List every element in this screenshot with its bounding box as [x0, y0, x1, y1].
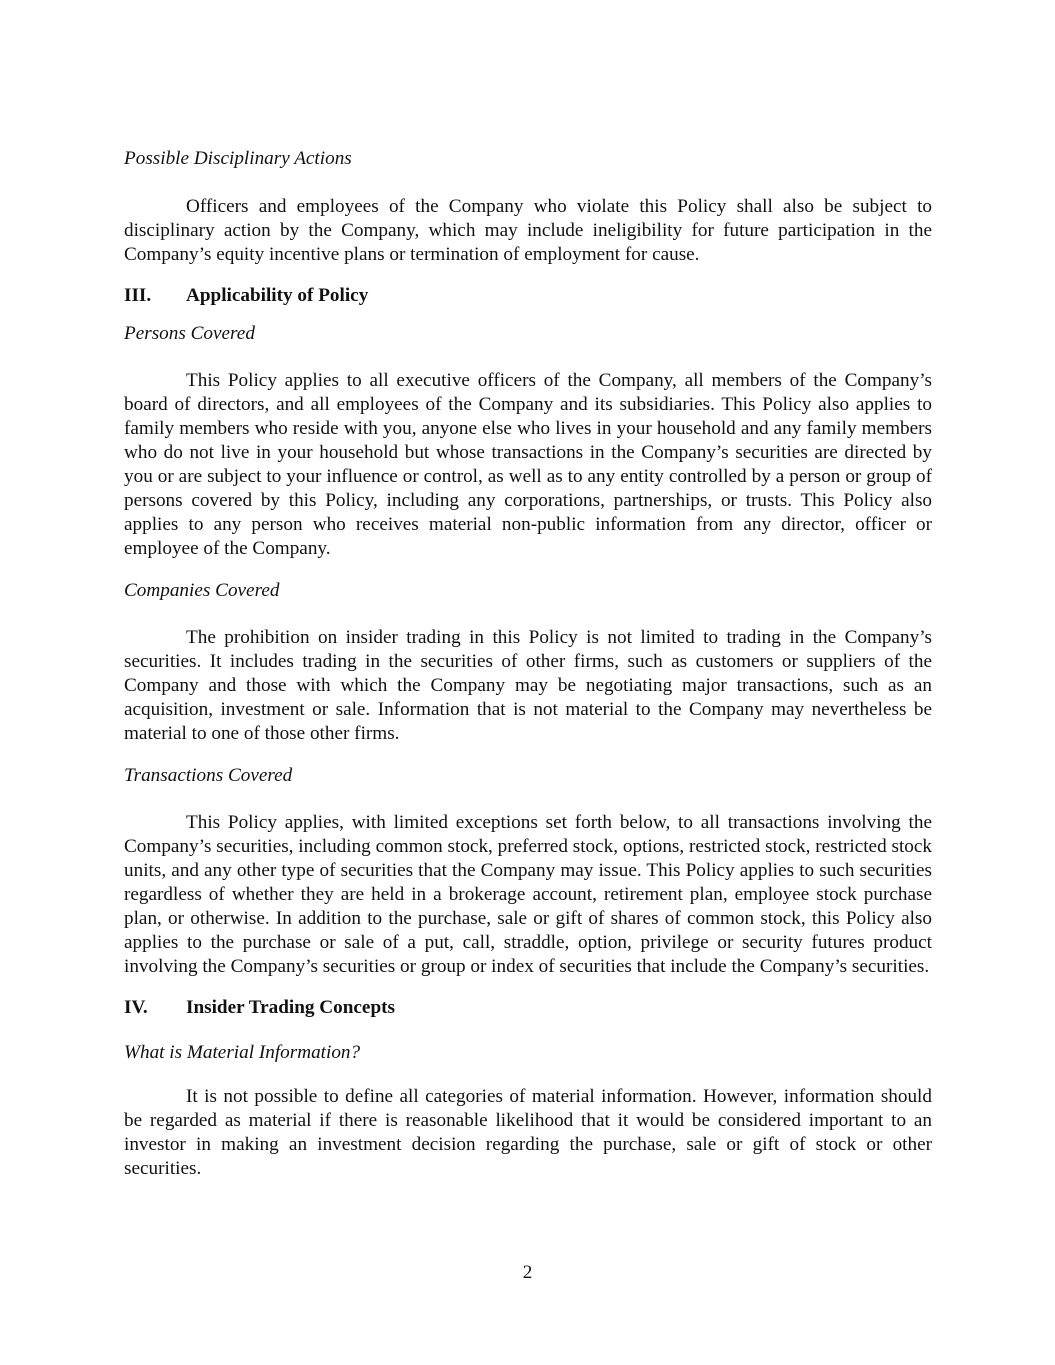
paragraph-persons-covered: This Policy applies to all executive officers of the Company, all members of the Company’s board of directors, and all employees of the Company and its subsidiaries. This Policy also applies to family members who reside with you, anyone else who lives in your household and any family members who do not live in your household but whose transactions in the Company’s securities are directed by you or are subject to your influence or control, as well as to any entity controlled by a person or group of persons covered by this Policy, including any corporations, partnerships, or trusts. This Policy also applies to any person who receives material non-public information from any director, officer or employee of the Company. [124, 370, 932, 559]
subheading-material-information: What is Material Information? [124, 1042, 361, 1063]
section-number: IV. [124, 997, 148, 1018]
paragraph-disciplinary: Officers and employees of the Company who violate this Policy shall also be subject to disciplinary action by the Company, which may include ineligibility for future participation in the Company’s equity incentive plans or termination of employment for cause. [124, 196, 932, 265]
subheading-disciplinary: Possible Disciplinary Actions [124, 148, 352, 169]
paragraph-companies-covered: The prohibition on insider trading in this Policy is not limited to trading in the Company’s securities. It includes trading in the securities of other firms, such as customers or suppliers of the Company and those with which the Company may be negotiating major transactions, such as an acquisition, investment or sale. Information that is not material to the Company may nevertheless be material to one of those other firms. [124, 627, 932, 744]
section-heading-iii [124, 284, 932, 308]
section-title: Applicability of Policy [186, 285, 369, 306]
document-page [124, 147, 932, 1181]
section-title: Insider Trading Concepts [186, 997, 395, 1018]
paragraph-material-information: It is not possible to define all categories of material information. However, information should be regarded as material if there is reasonable likelihood that it would be considered important to an investor in making an investment decision regarding the purchase, sale or gift of stock or other securities. [124, 1086, 932, 1179]
page-number: 2 [522, 1262, 533, 1283]
section-heading-iv [124, 996, 932, 1020]
subheading-companies-covered: Companies Covered [124, 580, 280, 601]
section-number: III. [124, 285, 152, 306]
subheading-transactions-covered: Transactions Covered [124, 765, 293, 786]
subheading-persons-covered: Persons Covered [124, 323, 255, 344]
paragraph-transactions-covered: This Policy applies, with limited exceptions set forth below, to all transactions involving the Company’s securities, including common stock, preferred stock, options, restricted stock, restricted stock units, and any other type of securities that the Company may issue. This Policy applies to such securities regardless of whether they are held in a brokerage account, retirement plan, employee stock purchase plan, or otherwise. In addition to the purchase, sale or gift of shares of common stock, this Policy also applies to the purchase or sale of a put, call, straddle, option, privilege or security futures product involving the Company’s securities or group or index of securities that include the Company’s securities. [124, 812, 932, 977]
